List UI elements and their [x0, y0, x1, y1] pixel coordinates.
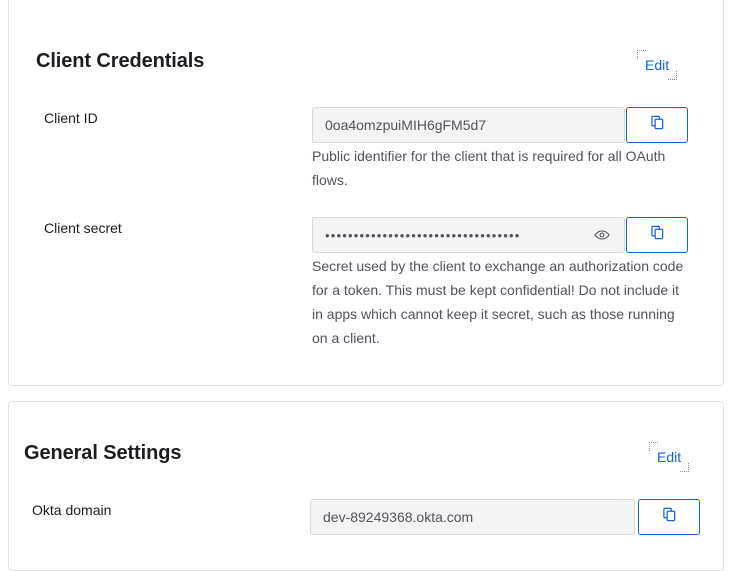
copy-client-id-button[interactable] — [626, 107, 688, 143]
client-secret-field[interactable] — [312, 217, 625, 253]
client-id-field[interactable] — [312, 107, 625, 143]
okta-domain-value: dev-89249368.okta.com — [323, 509, 474, 525]
copy-icon — [650, 115, 665, 135]
client-id-label: Client ID — [44, 110, 98, 126]
general-settings-card — [8, 401, 724, 571]
okta-domain-label: Okta domain — [32, 502, 112, 518]
client-id-help-text: Public identifier for the client that is required for all OAuth flows. — [312, 148, 666, 188]
client-id-value: 0oa4omzpuiMIH6gFM5d7 — [325, 117, 487, 133]
eye-icon[interactable] — [592, 225, 612, 245]
okta-domain-field[interactable] — [310, 499, 635, 535]
edit-general-settings-button[interactable]: Edit — [651, 445, 687, 469]
copy-icon — [662, 507, 677, 527]
general-settings-title: General Settings — [24, 442, 182, 464]
client-credentials-title: Client Credentials — [36, 50, 205, 72]
copy-client-secret-button[interactable] — [626, 217, 688, 253]
copy-okta-domain-button[interactable] — [638, 499, 700, 535]
client-secret-value: •••••••••••••••••••••••••••••••••• — [325, 228, 521, 242]
client-secret-label: Client secret — [44, 220, 122, 236]
edit-client-credentials-button[interactable]: Edit — [639, 53, 675, 77]
copy-icon — [650, 225, 665, 245]
client-secret-help-text: Secret used by the client to exchange an authorization code for a token. This must be kept confidential! Do not include it in apps which cannot keep it secret, such as those running on a client. — [312, 258, 684, 346]
